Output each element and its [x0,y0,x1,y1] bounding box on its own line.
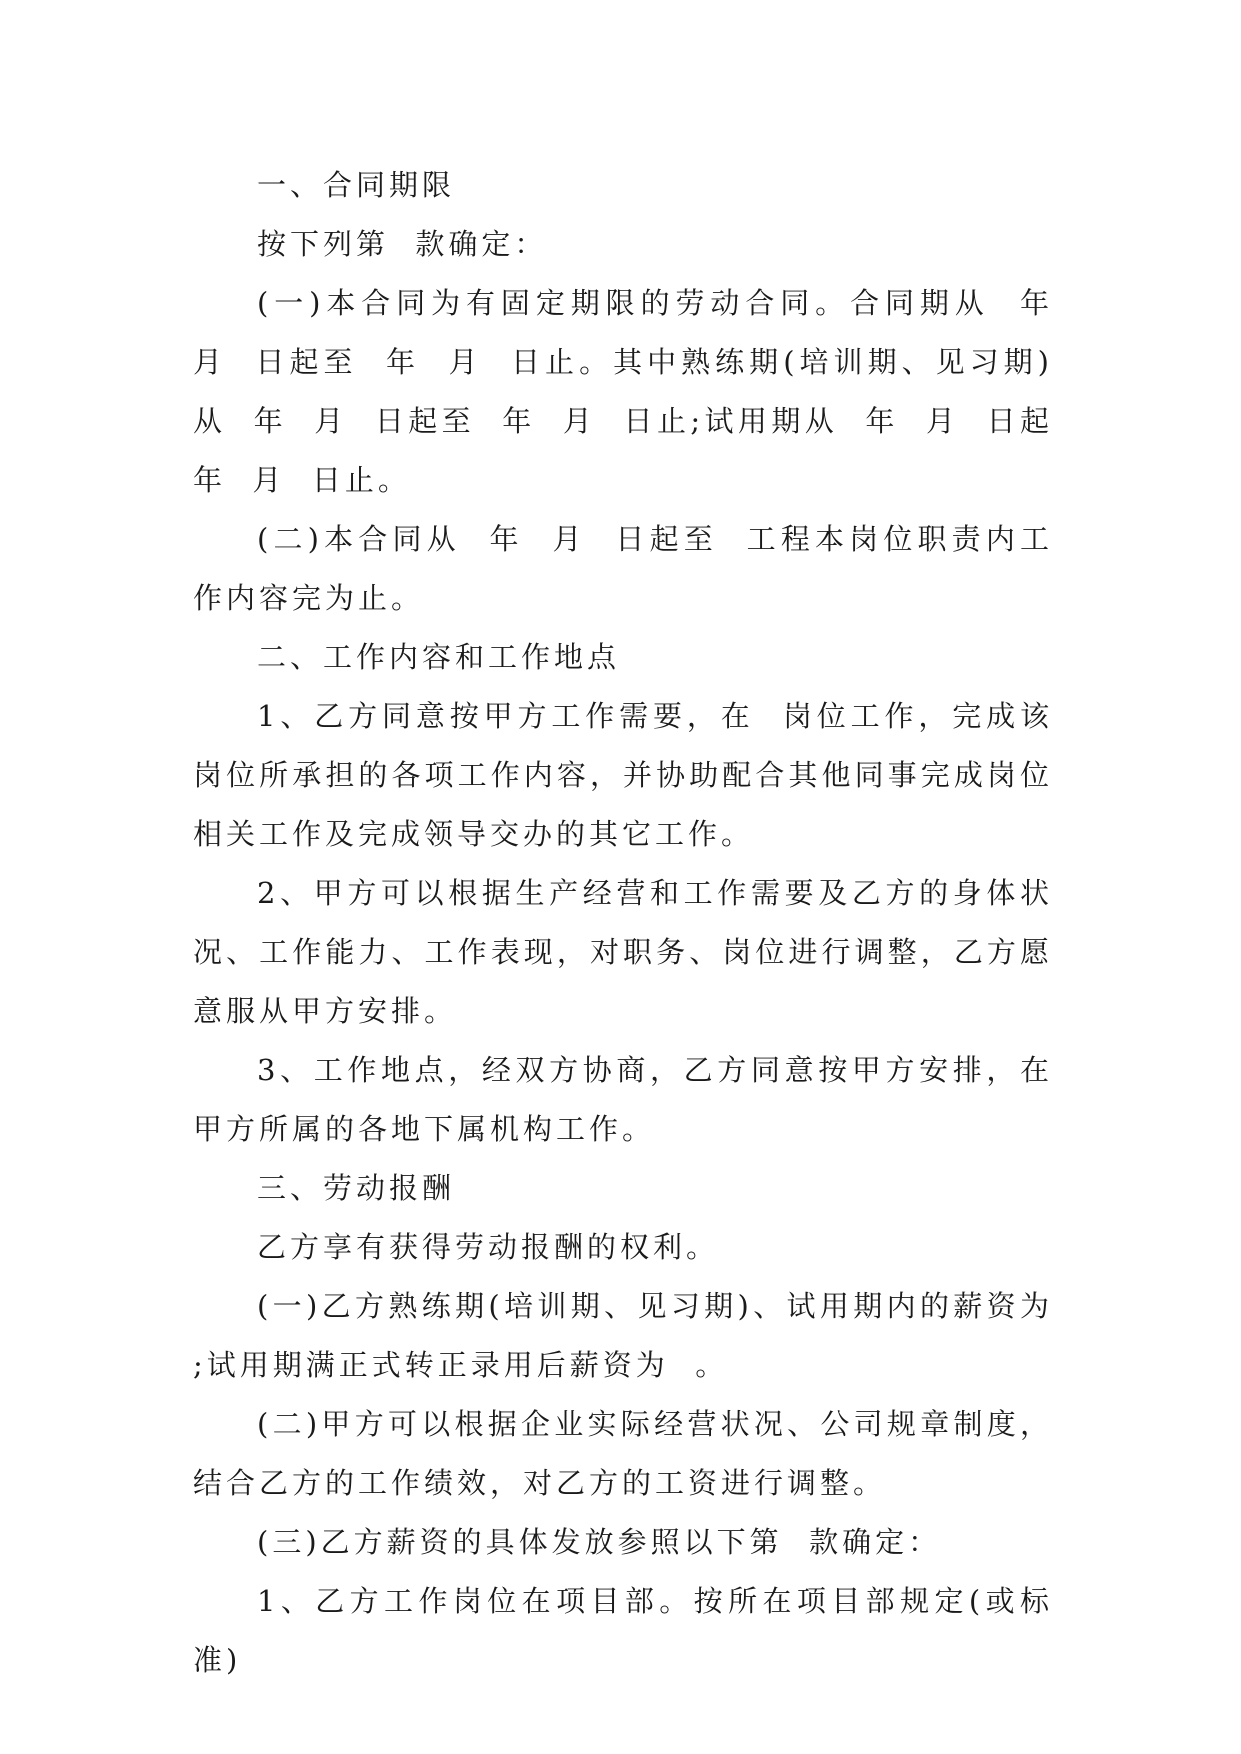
paragraph: 乙方享有获得劳动报酬的权利。 [257,1230,720,1264]
paragraph: 3、工作地点，经双方协商，乙方同意按甲方安排，在甲方所属的各地下属机构工作。 [193,1053,1053,1146]
paragraph: 1、乙方工作岗位在项目部。按所在项目部规定(或标准) [193,1584,1053,1677]
section-heading-work-content: 二、工作内容和工作地点 [257,640,621,674]
paragraph: (二)甲方可以根据企业实际经营状况、公司规章制度，结合乙方的工作绩效，对乙方的工资进行调整。 [193,1407,1053,1500]
paragraph: 1、乙方同意按甲方工作需要，在 岗位工作，完成该岗位所承担的各项工作内容，并协助配合其他同事完成岗位相关工作及完成领导交办的其它工作。 [193,699,1053,851]
paragraph: (三)乙方薪资的具体发放参照以下第 款确定： [257,1525,942,1559]
paragraph: 2、甲方可以根据生产经营和工作需要及乙方的身体状况、工作能力、工作表现，对职务、岗位进行调整，乙方愿意服从甲方安排。 [193,876,1053,1028]
paragraph: 按下列第 款确定： [257,227,548,261]
paragraph: (二)本合同从 年 月 日起至 工程本岗位职责内工作内容完为止。 [193,522,1053,615]
section-heading-remuneration: 三、劳动报酬 [257,1171,456,1205]
section-heading-contract-term: 一、合同期限 [257,168,456,202]
paragraph: (一)本合同为有固定期限的劳动合同。合同期从 年 月 日起至 年 月 日止。其中熟练期(培训期、见习期)从 年 月 日起至 年 月 日止;试用期从 年 月 日起 年 月 日止。 [193,286,1080,497]
paragraph: (一)乙方熟练期(培训期、见习期)、试用期内的薪资为 ;试用期满正式转正录用后薪资为 。 [193,1289,1080,1382]
document-page [193,156,1080,1716]
